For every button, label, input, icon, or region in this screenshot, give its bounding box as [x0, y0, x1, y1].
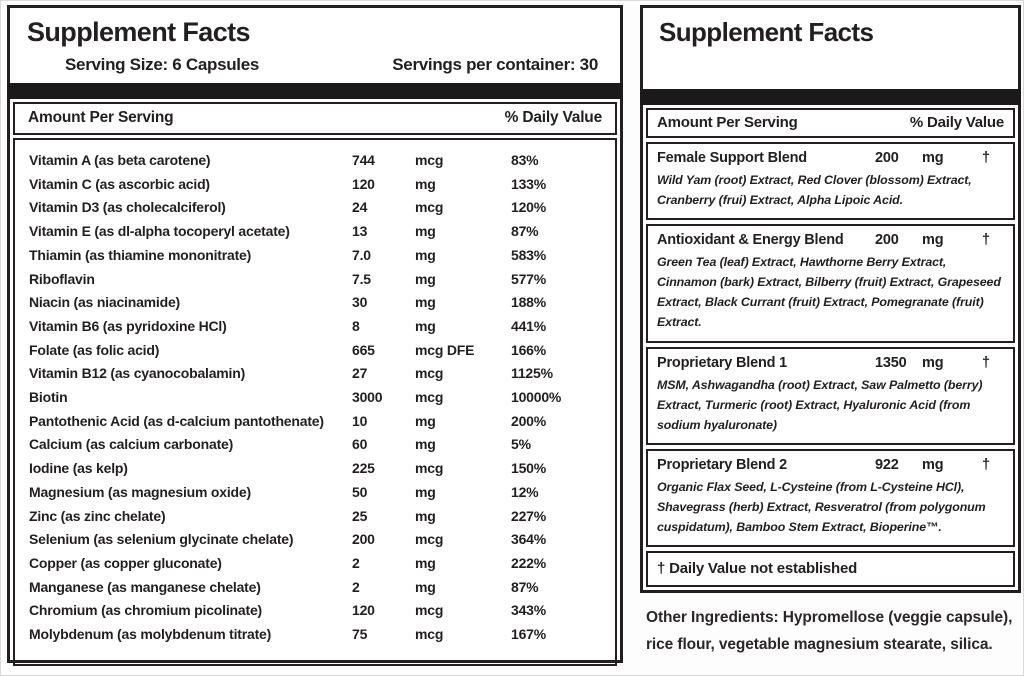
nutrient-daily-value: 200%: [511, 412, 547, 429]
nutrient-unit: mg: [415, 246, 436, 263]
nutrient-unit: mcg DFE: [415, 341, 475, 358]
nutrient-row: [15, 623, 615, 647]
nutrient-unit: mg: [415, 578, 436, 595]
nutrient-daily-value: 150%: [511, 460, 547, 477]
blend-dv-dagger: †: [982, 354, 990, 371]
blend-header-row: [648, 349, 1013, 372]
nutrient-row: [15, 528, 615, 552]
nutrient-name: Vitamin E (as dl-alpha tocoperyl acetate): [29, 223, 290, 240]
nutrient-table: [13, 138, 617, 666]
nutrient-row: [15, 244, 615, 268]
nutrient-amount: 120: [352, 602, 375, 619]
blend-ingredients: Wild Yam (root) Extract, Red Clover (blossom) Extract, Cranberry (frui) Extract, Alpha Lipoic Acid.: [657, 173, 972, 208]
nutrient-name: Vitamin B6 (as pyridoxine HCl): [29, 317, 227, 334]
nutrient-row: [15, 576, 615, 600]
nutrient-row: [15, 291, 615, 315]
nutrient-daily-value: 5%: [511, 436, 531, 453]
nutrient-amount: 2: [352, 554, 360, 571]
nutrient-row: [15, 599, 615, 623]
nutrient-row: [15, 481, 615, 505]
amount-per-serving-header: Amount Per Serving: [657, 114, 798, 131]
divider-bar: [7, 83, 623, 99]
blend-name: Female Support Blend: [657, 150, 807, 166]
blend-list: [646, 142, 1015, 547]
nutrient-row: [15, 315, 615, 339]
nutrient-unit: mg: [415, 317, 436, 334]
nutrient-amount: 60: [352, 436, 368, 453]
nutrient-unit: mg: [415, 294, 436, 311]
nutrient-unit: mg: [415, 554, 436, 571]
blend-dv-dagger: †: [982, 232, 990, 249]
nutrient-name: Copper (as copper gluconate): [29, 554, 222, 571]
nutrient-name: Chromium (as chromium picolinate): [29, 602, 262, 619]
blend-dv-dagger: †: [982, 150, 990, 166]
nutrient-daily-value: 1125%: [511, 365, 553, 382]
blend-amount: 200: [875, 232, 899, 249]
blend-amount: 922: [875, 456, 899, 473]
serving-size-label: Serving Size: 6 Capsules: [65, 55, 260, 74]
nutrient-amount: 3000: [352, 389, 383, 406]
nutrient-row: [15, 149, 615, 173]
nutrient-amount: 50: [352, 483, 368, 500]
blend-unit: mg: [922, 354, 944, 371]
nutrient-row: [15, 552, 615, 576]
blend-ingredients: MSM, Ashwagandha (root) Extract, Saw Palmetto (berry) Extract, Turmeric (root) Extract, Hyaluronic Acid (from sodium hyaluronate): [657, 377, 983, 432]
blend-section: [646, 224, 1015, 342]
nutrient-name: Molybdenum (as molybdenum titrate): [29, 626, 272, 643]
nutrient-name: Thiamin (as thiamine mononitrate): [29, 246, 252, 263]
nutrient-unit: mcg: [415, 199, 444, 216]
nutrient-name: Calcium (as calcium carbonate): [29, 436, 234, 453]
nutrient-row: [15, 362, 615, 386]
nutrient-unit: mcg: [415, 626, 444, 643]
nutrient-unit: mcg: [415, 602, 444, 619]
nutrient-name: Folate (as folic acid): [29, 341, 160, 358]
nutrient-unit: mg: [415, 507, 436, 524]
nutrient-daily-value: 343%: [511, 602, 547, 619]
nutrient-amount: 10: [352, 412, 368, 429]
nutrient-row: [15, 339, 615, 363]
nutrient-amount: 7.0: [352, 246, 371, 263]
blend-unit: mg: [922, 150, 944, 166]
nutrient-row: [15, 386, 615, 410]
blend-unit: mg: [922, 456, 944, 473]
left-supplement-facts-panel: [7, 5, 623, 663]
blend-section: [646, 347, 1015, 445]
nutrient-name: Magnesium (as magnesium oxide): [29, 483, 251, 500]
nutrient-daily-value: 120%: [511, 199, 547, 216]
nutrient-daily-value: 583%: [511, 246, 547, 263]
left-column-header-row: [13, 102, 617, 135]
blend-section: [646, 449, 1015, 547]
other-ingredients-text: Other Ingredients: Hypromellose (veggie capsule), rice flour, vegetable magnesium stearate, silica.: [646, 609, 1013, 654]
blend-ingredients: Organic Flax Seed, L-Cysteine (from L-Cysteine HCl), Shavegrass (herb) Extract, Resveratrol (from polygonum cuspidatum), Bamboo Stem Extract, Bioperine™.: [657, 479, 986, 535]
nutrient-daily-value: 133%: [511, 175, 547, 192]
right-column-header-row: [646, 108, 1015, 138]
nutrient-row: [15, 268, 615, 292]
right-column: [640, 5, 1021, 658]
nutrient-unit: mcg: [415, 389, 444, 406]
blend-name: Proprietary Blend 2: [657, 456, 787, 473]
blend-section: [646, 142, 1015, 220]
nutrient-amount: 665: [352, 341, 375, 358]
right-panel-title: Supplement Facts: [659, 17, 874, 47]
nutrient-daily-value: 441%: [511, 317, 547, 334]
daily-value-header: % Daily Value: [909, 114, 1004, 131]
nutrient-daily-value: 167%: [511, 626, 547, 643]
nutrient-name: Zinc (as zinc chelate): [29, 507, 166, 524]
nutrient-amount: 2: [352, 578, 360, 595]
nutrient-unit: mg: [415, 223, 436, 240]
blend-dv-dagger: †: [982, 456, 990, 473]
blend-amount: 200: [875, 150, 899, 166]
nutrient-row: [15, 220, 615, 244]
nutrient-row: [15, 196, 615, 220]
nutrient-unit: mg: [415, 270, 436, 287]
nutrient-daily-value: 10000%: [511, 389, 562, 406]
nutrient-name: Pantothenic Acid (as d-calcium pantothenate): [29, 412, 324, 429]
left-panel-title: Supplement Facts: [27, 17, 250, 47]
nutrient-unit: mcg: [415, 365, 444, 382]
nutrient-amount: 27: [352, 365, 368, 382]
nutrient-amount: 200: [352, 531, 375, 548]
nutrient-amount: 25: [352, 507, 368, 524]
daily-value-footnote: † Daily Value not established: [646, 551, 1015, 587]
nutrient-amount: 30: [352, 294, 368, 311]
nutrient-unit: mg: [415, 412, 436, 429]
amount-per-serving-header: Amount Per Serving: [28, 109, 174, 126]
nutrient-unit: mg: [415, 483, 436, 500]
nutrient-unit: mg: [415, 175, 436, 192]
nutrient-daily-value: 227%: [511, 507, 547, 524]
nutrient-name: Manganese (as manganese chelate): [29, 578, 261, 595]
blend-name: Proprietary Blend 1: [657, 354, 787, 371]
nutrient-name: Vitamin C (as ascorbic acid): [29, 175, 210, 192]
nutrient-daily-value: 188%: [511, 294, 547, 311]
nutrient-row: [15, 457, 615, 481]
divider-bar: [640, 89, 1021, 105]
blend-unit: mg: [922, 232, 944, 249]
nutrient-daily-value: 577%: [511, 270, 547, 287]
blend-header-row: [648, 144, 1013, 167]
serving-info-row: [10, 55, 620, 75]
nutrient-amount: 120: [352, 175, 375, 192]
blend-header-row: [648, 451, 1013, 474]
nutrient-unit: mcg: [415, 152, 444, 168]
nutrient-unit: mcg: [415, 531, 444, 548]
blend-header-row: [648, 226, 1013, 249]
nutrient-amount: 7.5: [352, 270, 371, 287]
nutrient-amount: 744: [352, 152, 375, 168]
nutrient-daily-value: 87%: [511, 223, 539, 240]
nutrient-name: Biotin: [29, 389, 68, 406]
nutrient-name: Vitamin B12 (as cyanocobalamin): [29, 365, 246, 382]
servings-per-container-label: Servings per container: 30: [392, 55, 598, 74]
nutrient-name: Selenium (as selenium glycinate chelate): [29, 531, 294, 548]
daily-value-header: % Daily Value: [504, 109, 602, 126]
nutrient-row: [15, 433, 615, 457]
nutrient-row: [15, 505, 615, 529]
nutrient-name: Niacin (as niacinamide): [29, 294, 181, 311]
nutrient-amount: 75: [352, 626, 368, 643]
nutrient-amount: 225: [352, 460, 375, 477]
nutrient-daily-value: 222%: [511, 554, 547, 571]
blend-name: Antioxidant & Energy Blend: [657, 232, 844, 249]
blend-amount: 1350: [875, 354, 907, 371]
nutrient-daily-value: 12%: [511, 483, 539, 500]
nutrient-name: Riboflavin: [29, 270, 95, 287]
nutrient-daily-value: 364%: [511, 531, 547, 548]
nutrient-unit: mcg: [415, 460, 444, 477]
nutrient-daily-value: 87%: [511, 578, 539, 595]
nutrient-amount: 13: [352, 223, 368, 240]
nutrient-daily-value: 166%: [511, 341, 547, 358]
nutrient-name: Vitamin D3 (as cholecalciferol): [29, 199, 226, 216]
nutrient-row: [15, 173, 615, 197]
nutrient-amount: 8: [352, 317, 360, 334]
nutrient-name: Iodine (as kelp): [29, 460, 128, 477]
nutrient-daily-value: 83%: [511, 152, 539, 168]
nutrient-amount: 24: [352, 199, 368, 216]
nutrient-name: Vitamin A (as beta carotene): [29, 152, 211, 168]
nutrient-unit: mg: [415, 436, 436, 453]
blend-ingredients: Green Tea (leaf) Extract, Hawthorne Berry Extract, Cinnamon (bark) Extract, Bilberry (fruit) Extract, Grapeseed Extract, Black Currant (fruit) Extract, Pomegranate (fruit) Extract.: [657, 255, 1001, 330]
nutrient-row: [15, 410, 615, 434]
right-supplement-facts-panel: [640, 5, 1021, 593]
